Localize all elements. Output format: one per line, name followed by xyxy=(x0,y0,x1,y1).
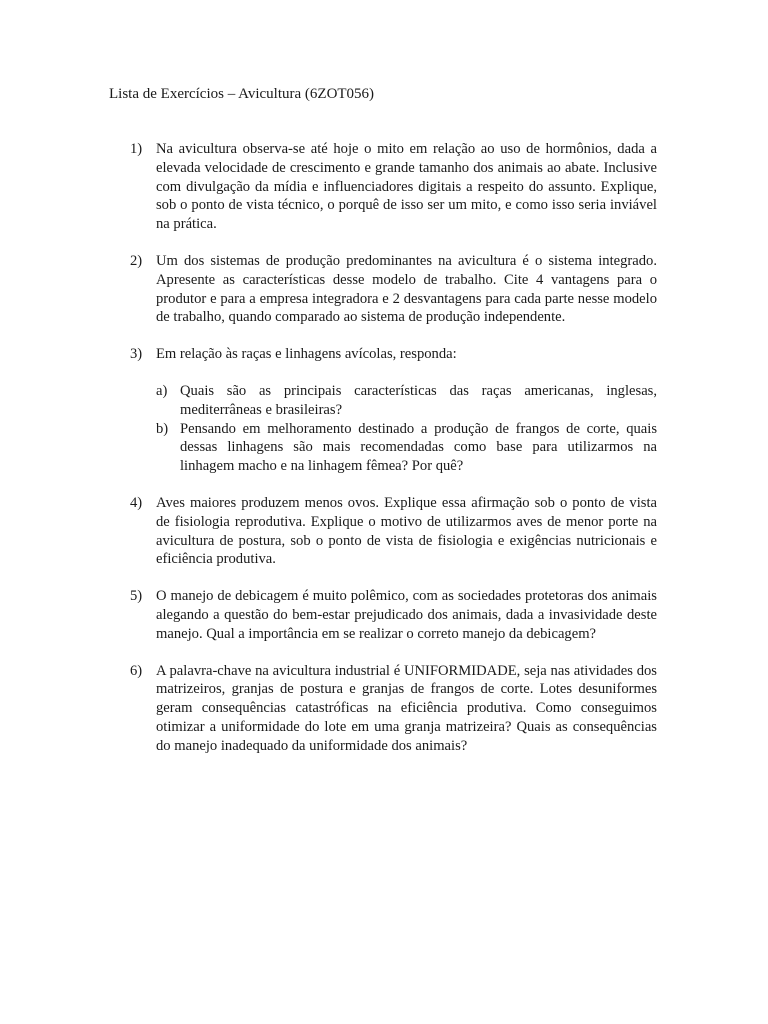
question-item xyxy=(130,140,657,234)
question-text: A palavra-chave na avicultura industrial é UNIFORMIDADE, seja nas atividades dos matrizeiros, granjas de postura e granjas de frangos de corte. Lotes desuniformes geram consequências catastróficas na eficiência produtiva. Como conseguimos otimizar a uniformidade do lote em uma granja matrizeira? Quais as consequências do manejo inadequado da uniformidade dos animais? xyxy=(156,662,657,754)
question-number: 2) xyxy=(130,252,143,269)
subquestion-item xyxy=(156,420,657,476)
question-number: 6) xyxy=(130,662,143,679)
question-list xyxy=(130,140,657,774)
question-number: 4) xyxy=(130,494,143,511)
question-text: Na avicultura observa-se até hoje o mito em relação ao uso de hormônios, dada a elevada velocidade de crescimento e grande tamanho dos animais ao abate. Inclusive com divulgação da mídia e influenciadores digitais a respeito do assunto. Explique, sob o ponto de vista técnico, o porquê de isso ser um mito, e como isso seria inviável na prática. xyxy=(156,141,657,233)
question-item xyxy=(130,252,657,327)
question-text: Um dos sistemas de produção predominantes na avicultura é o sistema integrado. Apresente as características desse modelo de trabalho. Cite 4 vantagens para o produtor e para a empresa integradora e 2 desvantagens para cada parte nesse modelo de trabalho, quando comparado ao sistema de produção independente. xyxy=(156,252,657,326)
subquestion-letter: b) xyxy=(156,420,169,437)
subquestion-text: Quais são as principais características das raças americanas, inglesas, mediterrâneas e brasileiras? xyxy=(180,382,657,418)
question-number: 1) xyxy=(130,141,143,157)
subquestion-list xyxy=(156,382,657,476)
question-item xyxy=(130,662,657,756)
question-item xyxy=(130,345,657,476)
question-item xyxy=(130,587,657,643)
document-title: Lista de Exercícios – Avicultura (6ZOT056) xyxy=(109,86,375,102)
question-text: O manejo de debicagem é muito polêmico, com as sociedades protetoras dos animais alegando a questão do bem-estar prejudicado dos animais, dada a invasividade deste manejo. Qual a importância em se realizar o correto manejo da debicagem? xyxy=(156,588,657,642)
question-text: Em relação às raças e linhagens avícolas, responda: xyxy=(156,346,457,363)
subquestion-letter: a) xyxy=(156,382,168,399)
question-number: 3) xyxy=(130,346,143,363)
question-number: 5) xyxy=(130,588,143,605)
subquestion-item xyxy=(156,382,657,420)
subquestion-text: Pensando em melhoramento destinado a produção de frangos de corte, quais dessas linhagens são mais recomendadas como base para utilizarmos na linhagem macho e na linhagem fêmea? Por quê? xyxy=(180,420,657,475)
question-text: Aves maiores produzem menos ovos. Explique essa afirmação sob o ponto de vista de fisiologia reprodutiva. Explique o motivo de utilizarmos aves de menor porte na avicultura de postura, sob o ponto de vista de fisiologia e exigências nutricionais e eficiência produtiva. xyxy=(156,494,657,568)
question-item xyxy=(130,494,657,569)
